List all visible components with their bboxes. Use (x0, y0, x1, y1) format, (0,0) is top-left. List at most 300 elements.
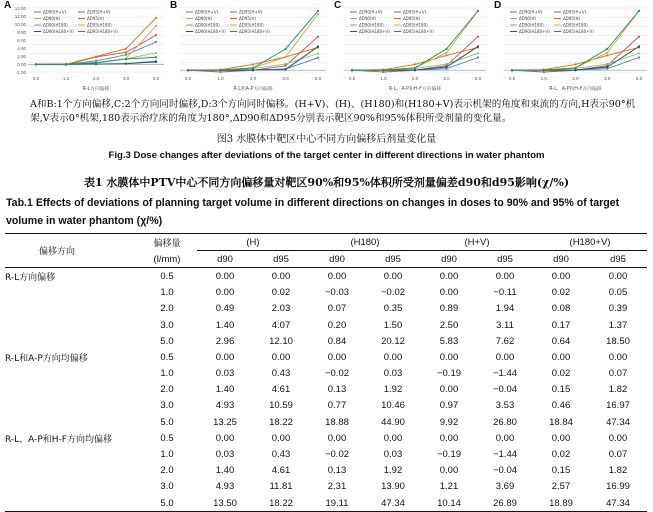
data-point (477, 56, 479, 58)
data-point (95, 62, 97, 64)
table-cell: −0.11 (493, 287, 517, 299)
row-section-label: R-L、A-P和H-F方向均偏移 (5, 434, 112, 445)
data-point (606, 63, 608, 65)
data-point (155, 61, 157, 63)
table-cell: 47.34 (606, 497, 630, 509)
series-line (512, 37, 639, 72)
data-point (445, 52, 447, 54)
legend-label: ΔD95(H180+V) (563, 29, 594, 35)
data-point (155, 41, 157, 43)
table-cell: 0.46 (551, 400, 571, 412)
y-tick-label: 0.00 (17, 62, 26, 67)
data-point (414, 63, 416, 65)
row-offset: 0.5 (160, 351, 174, 363)
row-offset: 5.0 (160, 335, 174, 347)
table-cell: 0.43 (271, 449, 291, 461)
series-line (352, 46, 478, 70)
legend-label: ΔD95(H180) (87, 22, 112, 28)
y-tick-label: 2.00 (17, 54, 26, 59)
data-point (317, 57, 319, 59)
row-offset: 5.0 (160, 497, 174, 509)
legend-label: ΔD90(H) (43, 16, 61, 22)
table-row (5, 285, 647, 301)
row-offset: 0.5 (160, 432, 174, 444)
table-cell: 0.00 (495, 432, 515, 444)
table-row (5, 479, 647, 495)
table-cell: 2.31 (327, 481, 347, 493)
table-cell: −0.04 (492, 465, 518, 477)
row-section-label (5, 333, 137, 349)
col-offset-unit: (l/mm) (153, 253, 181, 265)
table-cell: 0.84 (327, 335, 347, 347)
figure-3 (2, 0, 653, 95)
series-line (352, 37, 478, 72)
panel-letter: C (334, 0, 342, 11)
x-tick-label: 1.0 (62, 76, 70, 81)
row-section-label (5, 446, 137, 462)
table-cell: 7.62 (495, 335, 515, 347)
data-point (155, 52, 157, 54)
data-point (477, 10, 479, 12)
sub-d95: d95 (273, 253, 289, 265)
table-cell: 0.03 (383, 449, 403, 461)
row-offset: 0.5 (160, 270, 174, 282)
row-section-label (5, 479, 137, 495)
row-section-label (5, 301, 137, 317)
row-section-label (5, 495, 137, 512)
table-cell: 4.93 (215, 481, 235, 493)
data-point (574, 63, 576, 65)
legend-label: ΔD90(H180) (195, 22, 220, 28)
group-h: (H) (197, 234, 309, 251)
table-cell: 0.02 (551, 287, 571, 299)
table-cell: 4.61 (271, 384, 291, 396)
data-table (5, 233, 647, 512)
table-cell: 1.40 (215, 465, 235, 477)
table-cell: 1.37 (608, 319, 628, 331)
table-cell: 13.25 (213, 416, 237, 428)
y-tick-label: -2.00 (15, 70, 26, 75)
table-cell: 0.00 (495, 270, 515, 282)
sub-d95: d95 (497, 253, 513, 265)
data-point (606, 52, 608, 54)
data-point (414, 69, 416, 71)
table-cell: 47.34 (606, 416, 630, 428)
table-cell: 0.00 (495, 351, 515, 363)
table-cell: 2.57 (551, 481, 571, 493)
x-tick-label: 5.0 (474, 76, 482, 81)
data-point (606, 66, 608, 68)
table-cell: 0.08 (551, 303, 571, 315)
x-tick-label: 2.0 (411, 76, 419, 81)
row-offset: 3.0 (160, 481, 174, 493)
table-cell: 0.00 (383, 432, 403, 444)
row-offset: 3.0 (160, 319, 174, 331)
table-row (5, 495, 647, 512)
table-cell: 0.05 (608, 287, 628, 299)
legend-label: ΔD95(H180) (403, 22, 428, 28)
table-cell: 18.22 (269, 497, 293, 509)
table-cell: 0.07 (608, 449, 628, 461)
table-cell: 0.00 (439, 432, 459, 444)
table-cell: 0.07 (608, 368, 628, 380)
data-point (252, 63, 254, 65)
table-row (5, 414, 647, 430)
table-cell: 3.53 (495, 400, 515, 412)
legend-label: ΔD90(H180+V) (359, 29, 390, 35)
x-tick-label: 3.0 (122, 76, 130, 81)
chart-panel-c (332, 0, 492, 95)
data-point (638, 10, 640, 12)
table-cell: 9.92 (439, 416, 459, 428)
sub-d90: d90 (329, 253, 345, 265)
table-cell: −0.04 (492, 384, 518, 396)
table-cell: −0.19 (436, 368, 462, 380)
legend-label: ΔD95(H) (563, 16, 581, 22)
x-tick-label: 3.0 (282, 76, 289, 81)
x-axis-label: R-L方向偏移 (82, 87, 110, 92)
group-h180v: (H180+V) (533, 234, 647, 251)
table-cell: 0.89 (439, 303, 459, 315)
x-axis-label: R-L、A-P和H-F方向偏移 (388, 87, 442, 92)
table-cell: 20.12 (381, 335, 405, 347)
sub-d90: d90 (441, 253, 457, 265)
legend-label: ΔD95(H) (239, 16, 257, 22)
series-line (188, 47, 318, 71)
legend-label: ΔD95(H180) (563, 22, 588, 28)
col-direction: 偏移方向 (5, 234, 137, 268)
legend-label: ΔD90(H180) (43, 22, 68, 28)
data-point (638, 35, 640, 37)
row-offset: 2.0 (160, 465, 174, 477)
legend-label: ΔD90(H+V) (195, 9, 219, 15)
table-cell: 0.00 (551, 351, 571, 363)
data-point (317, 53, 319, 55)
col-offset: 偏移量 (153, 238, 181, 249)
table-cell: 2.03 (271, 303, 291, 315)
x-tick-label: 1.0 (540, 76, 547, 81)
data-point (638, 56, 640, 58)
table-cell: 26.89 (493, 497, 517, 509)
x-tick-label: 0.5 (184, 76, 192, 81)
table-cell: 1.40 (215, 384, 235, 396)
data-point (155, 56, 157, 58)
table-cell: 1.82 (608, 384, 628, 396)
sub-d95: d95 (385, 253, 401, 265)
table-cell: 0.39 (608, 303, 628, 315)
legend-label: ΔD95(H+V) (239, 9, 263, 15)
data-point (445, 48, 447, 50)
table-row (5, 446, 647, 462)
sub-d95: d95 (610, 253, 626, 265)
data-point (284, 63, 286, 65)
table-cell: 11.81 (269, 481, 293, 493)
table-row (5, 349, 647, 365)
table-cell: 0.00 (551, 432, 571, 444)
data-point (155, 17, 157, 19)
group-h180: (H180) (309, 234, 421, 251)
y-tick-label: 8.00 (17, 30, 26, 35)
data-point (477, 45, 479, 47)
data-point (414, 67, 416, 69)
data-point (317, 10, 319, 12)
table-cell: 0.35 (383, 303, 403, 315)
y-tick-label: 6.00 (17, 38, 26, 43)
x-tick-label: 0.5 (508, 76, 516, 81)
table-cell: 18.50 (606, 335, 630, 347)
table-cell: 5.83 (439, 335, 459, 347)
table-cell: 0.03 (383, 368, 403, 380)
row-section-label: R-L方向偏移 (5, 272, 56, 283)
row-section-label (5, 366, 137, 382)
table-row (5, 463, 647, 479)
data-point (351, 69, 353, 71)
data-point (252, 69, 254, 71)
table-cell: 0.02 (271, 287, 291, 299)
table-cell: 0.00 (551, 270, 571, 282)
data-point (284, 69, 286, 71)
table-cell: 0.00 (439, 384, 459, 396)
series-line (512, 46, 639, 70)
table-cell: 3.69 (495, 481, 515, 493)
legend-label: ΔD90(H180+V) (519, 29, 550, 35)
data-point (125, 48, 127, 50)
data-point (445, 66, 447, 68)
table-cell: 0.00 (215, 287, 235, 299)
data-point (125, 51, 127, 53)
panel-letter: A (4, 0, 12, 11)
table-cell: 4.07 (271, 319, 291, 331)
data-point (65, 63, 67, 65)
table-cell: 0.00 (439, 287, 459, 299)
x-tick-label: 1.0 (217, 76, 224, 81)
table-cell: 1.82 (608, 465, 628, 477)
table-cell: 1.21 (439, 481, 459, 493)
row-offset: 2.0 (160, 384, 174, 396)
table-title-zh: 表1 水膜体中PTV中心不同方向偏移量对靶区90%和95%体积所受剂量偏差d90和d95影响(χ/%) (83, 176, 570, 189)
x-tick-label: 3.0 (604, 76, 611, 81)
table-row (5, 382, 647, 398)
table-cell: 0.00 (439, 465, 459, 477)
legend-label: ΔD95(H) (87, 16, 105, 22)
data-point (477, 35, 479, 37)
series-line (188, 47, 318, 71)
legend-label: ΔD90(H) (359, 16, 377, 22)
table-cell: 0.00 (608, 432, 628, 444)
row-section-label: R-L和A-P方向均偏移 (5, 353, 88, 364)
table-cell: −0.19 (436, 449, 462, 461)
legend-label: ΔD90(H+V) (43, 9, 67, 15)
legend-label: ΔD95(H+V) (403, 9, 427, 15)
table-cell: 44.90 (381, 416, 405, 428)
table-cell: −0.02 (324, 368, 350, 380)
legend-label: ΔD95(H180) (239, 22, 264, 28)
table-row (5, 398, 647, 414)
x-tick-label: 0.5 (32, 76, 40, 81)
table-cell: 0.13 (327, 465, 347, 477)
table-cell: 10.14 (437, 497, 461, 509)
table-cell: 0.97 (439, 400, 459, 412)
table-cell: 2.96 (215, 335, 235, 347)
legend-label: ΔD95(H+V) (87, 9, 111, 15)
table-cell: 4.93 (215, 400, 235, 412)
legend-label: ΔD90(H180) (359, 22, 384, 28)
data-point (477, 52, 479, 54)
table-cell: 0.77 (327, 400, 347, 412)
panel-letter: B (170, 0, 178, 11)
table-row (5, 301, 647, 317)
row-section-label (5, 463, 137, 479)
table-cell: 0.00 (327, 432, 347, 444)
y-tick-label: 10.00 (14, 22, 26, 27)
table-cell: 0.00 (327, 351, 347, 363)
chart-panel-b (168, 0, 332, 95)
data-point (155, 25, 157, 27)
data-point (606, 54, 608, 56)
table-cell: 0.00 (383, 270, 403, 282)
table-cell: 2.50 (439, 319, 459, 331)
table-cell: 0.07 (327, 303, 347, 315)
data-point (511, 69, 513, 71)
row-section-label (5, 398, 137, 414)
row-offset: 2.0 (160, 303, 174, 315)
data-point (317, 13, 319, 15)
data-point (574, 67, 576, 69)
legend-label: ΔD90(H) (519, 16, 537, 22)
table-cell: 1.50 (383, 319, 403, 331)
row-section-label (5, 285, 137, 301)
x-tick-label: 2.0 (572, 76, 579, 81)
x-tick-label: 2.0 (249, 76, 257, 81)
group-hv: (H+V) (421, 234, 533, 251)
data-point (574, 69, 576, 71)
table-cell: 18.84 (549, 416, 573, 428)
data-point (317, 46, 319, 48)
table-header-row-1 (5, 234, 647, 251)
table-cell: 3.11 (496, 319, 514, 331)
table-cell: 1.94 (495, 303, 515, 315)
legend-label: ΔD90(H+V) (359, 9, 383, 15)
data-point (125, 58, 127, 60)
legend-label: ΔD90(H+V) (519, 9, 543, 15)
data-point (284, 48, 286, 50)
data-point (125, 63, 127, 65)
data-point (445, 63, 447, 65)
series-line (352, 47, 478, 71)
table-cell: 18.22 (269, 416, 293, 428)
table-cell: 0.00 (608, 270, 628, 282)
table-cell: 1.92 (383, 465, 403, 477)
table-row (5, 430, 647, 446)
table-row (5, 268, 647, 285)
table-cell: 0.64 (551, 335, 571, 347)
table-cell: 18.88 (325, 416, 349, 428)
data-point (95, 55, 97, 57)
line-chart (492, 0, 653, 95)
x-tick-label: 5.0 (152, 76, 160, 81)
table-cell: 4.61 (271, 465, 291, 477)
table-cell: 16.97 (606, 400, 630, 412)
x-tick-label: 1.0 (380, 76, 387, 81)
data-point (382, 69, 384, 71)
data-point (155, 34, 157, 36)
table-cell: 1.40 (215, 319, 235, 331)
table-cell: 0.17 (551, 319, 571, 331)
table-cell: 16.99 (606, 481, 630, 493)
x-tick-label: 5.0 (635, 76, 643, 81)
data-point (543, 69, 545, 71)
table-title-en: Tab.1 Effects of deviations of planning target volume in different directions on changes in doses to 90% and 95% of target volume in water phantom (χ/%) (6, 197, 620, 227)
data-point (445, 54, 447, 56)
table-cell: 0.49 (215, 303, 235, 315)
table-cell: 0.00 (271, 432, 291, 444)
table-cell: −0.02 (380, 287, 406, 299)
table-cell: −1.44 (492, 368, 518, 380)
table-cell: 0.00 (271, 351, 291, 363)
table-cell: 26.80 (493, 416, 517, 428)
table-cell: −0.02 (324, 449, 350, 461)
table-cell: 18.89 (549, 497, 573, 509)
table-cell: 0.00 (608, 351, 628, 363)
table-cell: 0.00 (215, 351, 235, 363)
data-point (638, 45, 640, 47)
line-chart (2, 0, 170, 95)
table-cell: 0.00 (215, 270, 235, 282)
table-cell: 0.15 (551, 465, 571, 477)
sub-d90: d90 (553, 253, 569, 265)
data-point (252, 67, 254, 69)
table-cell: 1.92 (383, 384, 403, 396)
table-cell: −1.44 (492, 449, 518, 461)
row-section-label (5, 382, 137, 398)
data-point (638, 52, 640, 54)
table-cell: 47.34 (381, 497, 405, 509)
table-row (5, 366, 647, 382)
legend-label: ΔD95(H180+V) (403, 29, 434, 35)
panel-letter: D (494, 0, 502, 11)
table-cell: 0.02 (551, 449, 571, 461)
x-axis-label: R-L和A-P方向偏移 (233, 87, 273, 92)
table-cell: 13.90 (381, 481, 405, 493)
y-tick-label: 12.00 (14, 14, 26, 19)
data-point (187, 69, 189, 71)
data-point (35, 63, 37, 65)
series-line (512, 47, 639, 71)
table-cell: 0.43 (271, 368, 291, 380)
legend-label: ΔD90(H180+V) (43, 29, 74, 35)
table-row (5, 317, 647, 333)
table-cell: 0.00 (215, 432, 235, 444)
data-point (284, 56, 286, 58)
legend-label: ΔD90(H) (195, 16, 213, 22)
row-offset: 1.0 (160, 449, 174, 461)
line-chart (168, 0, 332, 95)
x-tick-label: 3.0 (443, 76, 450, 81)
row-section-label (5, 414, 137, 430)
legend-label: ΔD95(H) (403, 16, 421, 22)
line-chart (332, 0, 492, 95)
data-point (606, 48, 608, 50)
table-cell: 10.46 (381, 400, 405, 412)
y-tick-label: 4.00 (17, 46, 26, 51)
row-offset: 3.0 (160, 400, 174, 412)
legend-label: ΔD90(H180+V) (195, 29, 226, 35)
table-cell: 19.11 (325, 497, 349, 509)
row-section-label (5, 317, 137, 333)
y-tick-label: 14.00 (14, 6, 26, 11)
legend-label: ΔD95(H+V) (563, 9, 587, 15)
table-cell: 12.10 (269, 335, 293, 347)
